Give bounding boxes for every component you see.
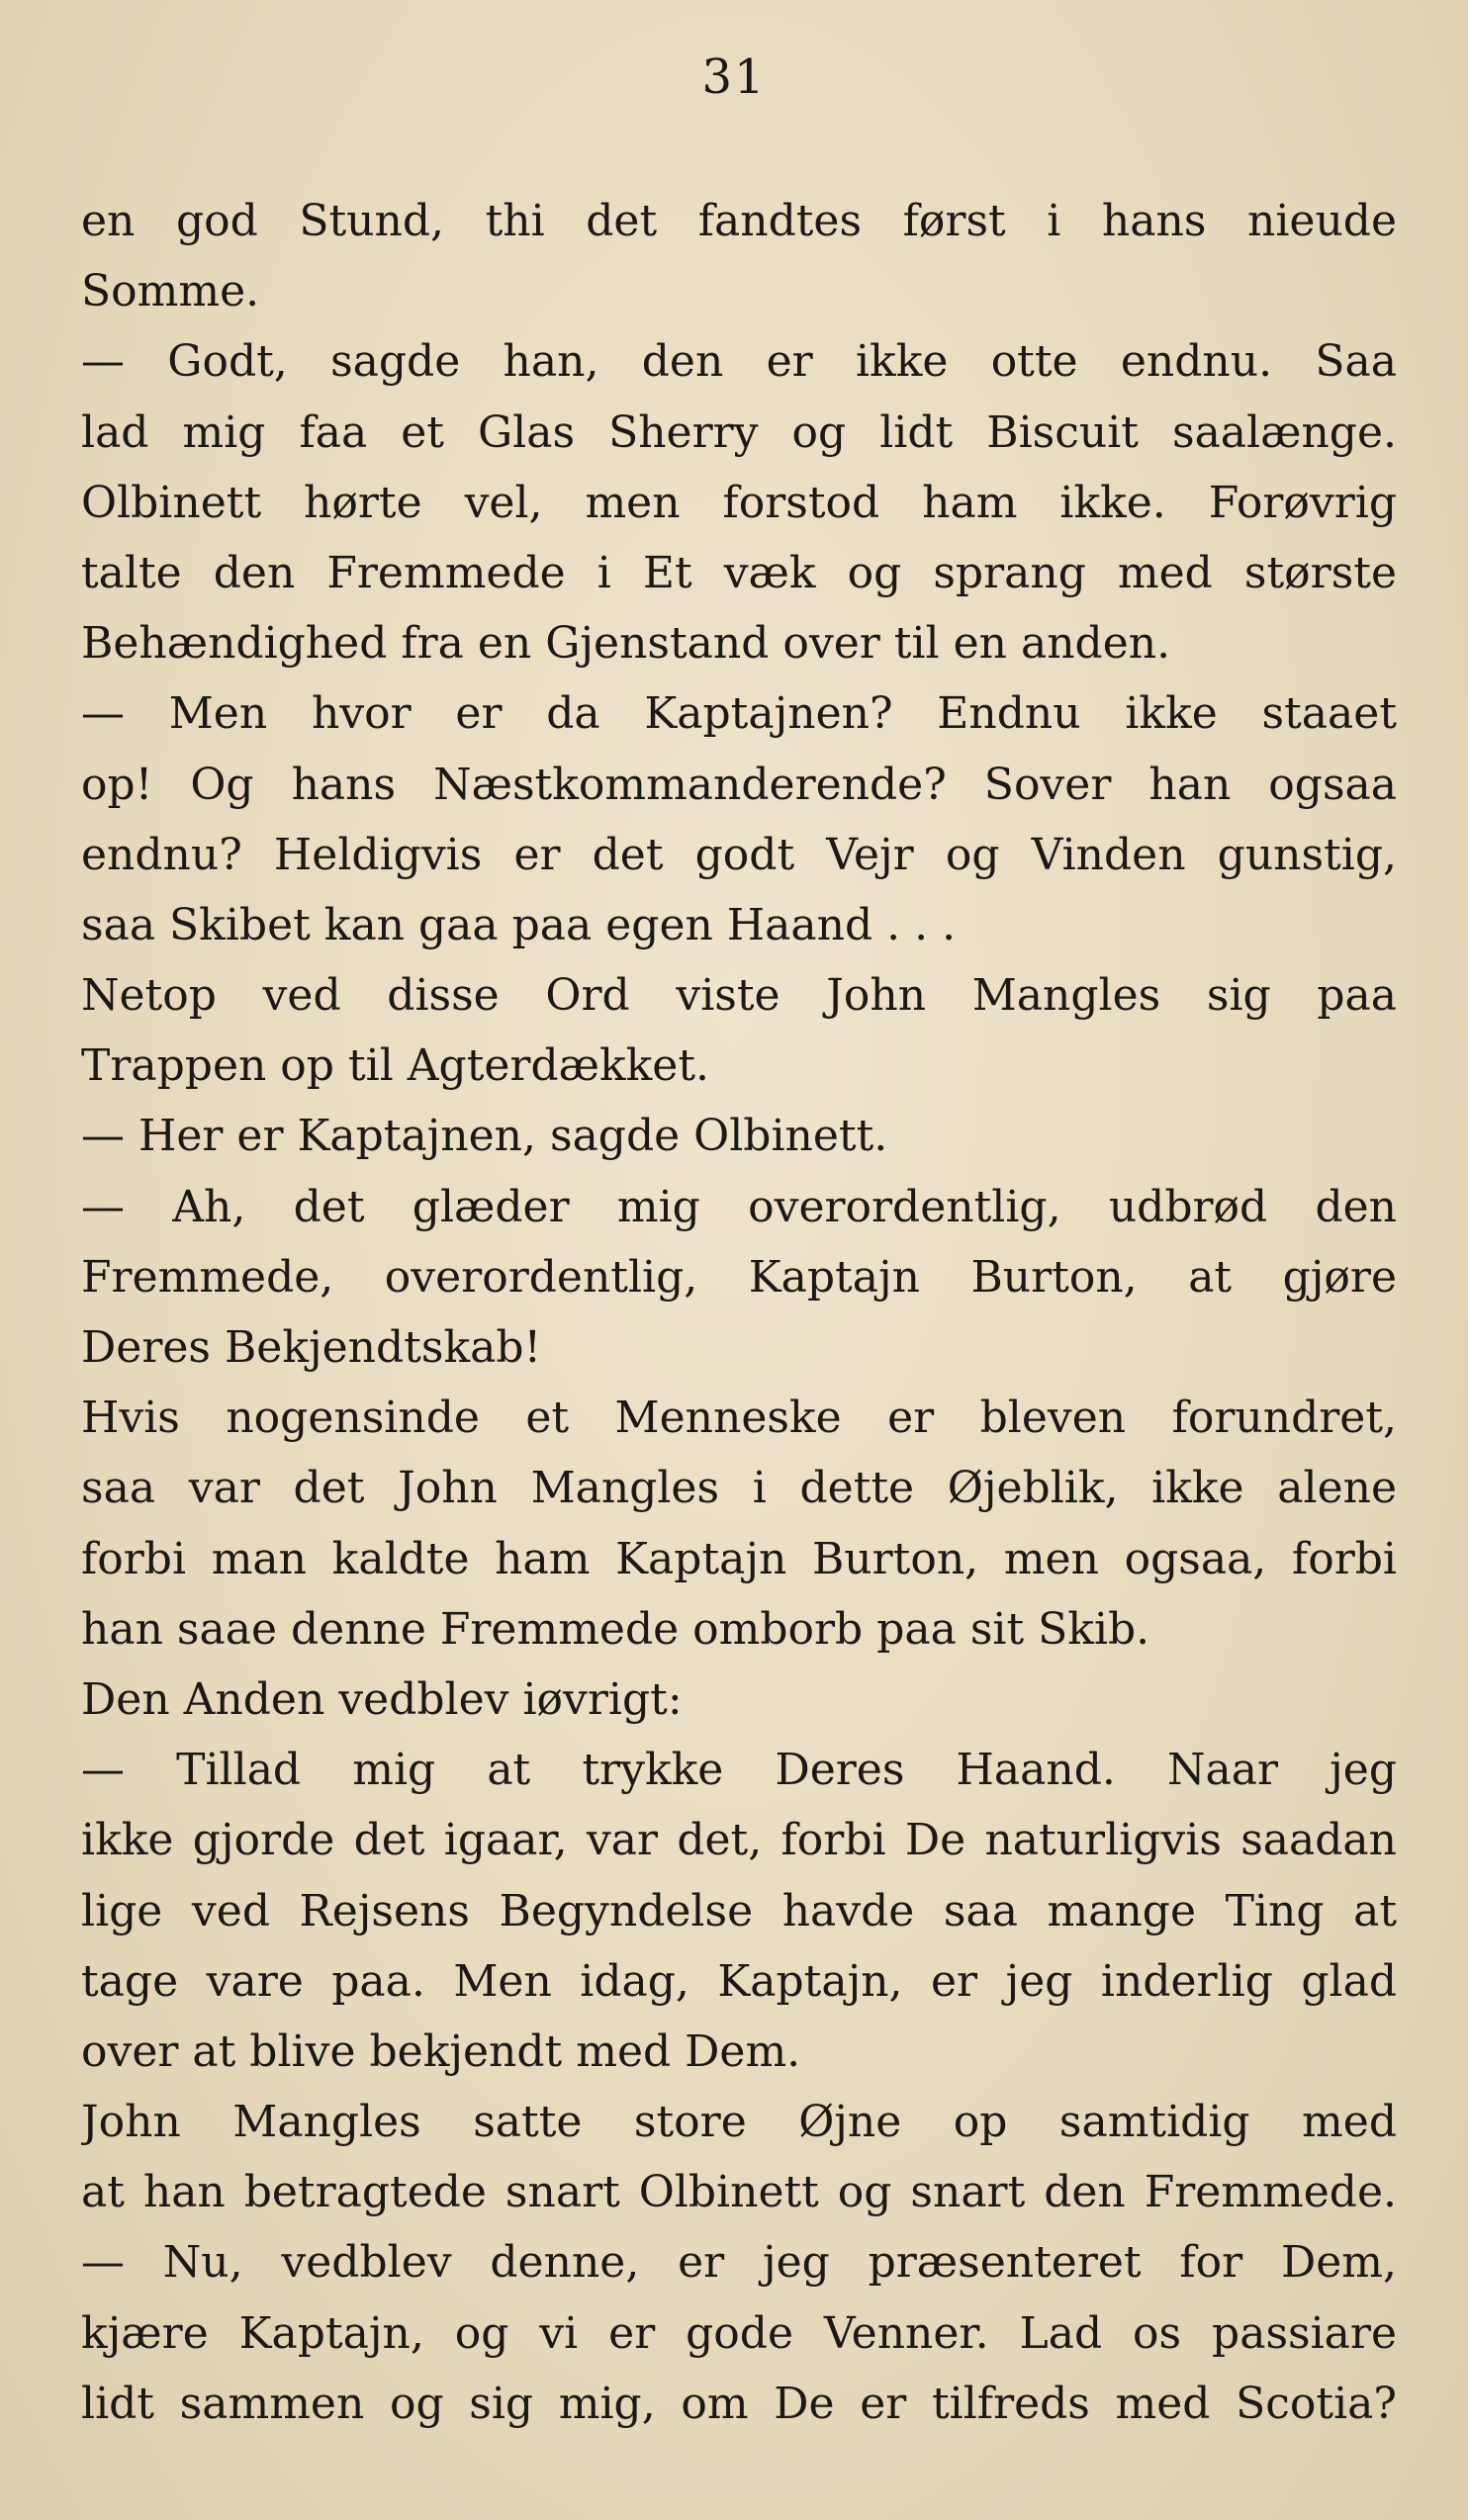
text-line: kjære Kaptajn, og vi er gode Venner. Lad os passiare	[81, 2307, 1397, 2359]
text-line: lige ved Rejsens Begyndelse havde saa mange Ting at	[81, 1885, 1397, 1936]
text-line: over at blive bekjendt med Dem.	[81, 2025, 801, 2077]
text-line: Deres Bekjendtskab!	[81, 1322, 542, 1373]
text-line: saa Skibet kan gaa paa egen Haand . . .	[81, 899, 957, 950]
text-line: — Her er Kaptajnen, sagde Olbinett.	[81, 1111, 888, 1162]
text-line: — Nu, vedblev denne, er jeg præsenteret for Dem,	[81, 2237, 1397, 2289]
text-line: Hvis nogensinde et Menneske er bleven forundret,	[81, 1393, 1397, 1444]
text-line: forbi man kaldte ham Kaptajn Burton, men ogsaa, forbi	[81, 1533, 1397, 1584]
text-line: — Men hvor er da Kaptajnen? Endnu ikke staaet	[81, 688, 1397, 740]
text-line: saa var det John Mangles i dette Øjeblik, ikke alene	[81, 1463, 1397, 1514]
text-line: lad mig faa et Glas Sherry og lidt Biscuit saalænge.	[81, 406, 1397, 458]
text-line: op! Og hans Næstkommanderende? Sover han ogsaa	[81, 759, 1397, 810]
text-line: Behændighed fra en Gjenstand over til en anden.	[81, 618, 1171, 670]
text-line: — Ah, det glæder mig overordentlig, udbrød den	[81, 1181, 1397, 1232]
text-line: ikke gjorde det igaar, var det, forbi De naturligvis saadan	[81, 1815, 1397, 1866]
text-line: Fremmede, overordentlig, Kaptajn Burton, at gjøre	[81, 1251, 1397, 1303]
text-line: — Godt, sagde han, den er ikke otte endnu. Saa	[81, 336, 1397, 388]
text-line: — Tillad mig at trykke Deres Haand. Naar jeg	[81, 1745, 1397, 1796]
text-line: John Mangles satte store Øjne op samtidig med	[81, 2097, 1397, 2148]
text-line: lidt sammen og sig mig, om De er tilfreds med Scotia?	[81, 2378, 1397, 2429]
text-line: tage vare paa. Men idag, Kaptajn, er jeg inderlig glad	[81, 1955, 1397, 2007]
text-line: en god Stund, thi det fandtes først i hans nieude	[81, 196, 1397, 246]
text-line: Netop ved disse Ord viste John Mangles sig paa	[81, 970, 1397, 1022]
page-number: 31	[701, 49, 767, 105]
text-line: Somme.	[81, 266, 260, 317]
text-line: han saae denne Fremmede omborb paa sit Skib.	[81, 1603, 1150, 1655]
text-line: endnu? Heldigvis er det godt Vejr og Vinden gunstig,	[81, 829, 1397, 880]
text-line: Olbinett hørte vel, men forstod ham ikke. Forøvrig	[81, 477, 1397, 528]
text-line: Den Anden vedblev iøvrigt:	[81, 1673, 683, 1725]
text-line: at han betragtede snart Olbinett og snart den Fremmede.	[81, 2167, 1397, 2218]
text-line: Trappen op til Agterdækket.	[81, 1040, 710, 1092]
text-line: talte den Fremmede i Et væk og sprang med største	[81, 547, 1397, 598]
body-text	[81, 186, 1397, 2439]
